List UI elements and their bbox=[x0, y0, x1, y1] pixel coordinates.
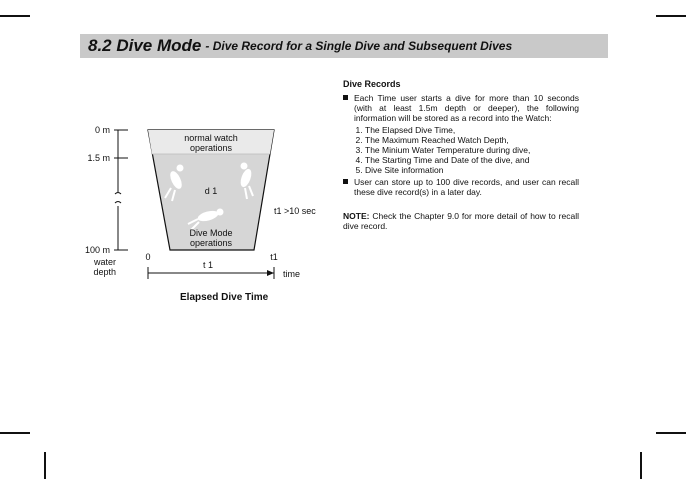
bullet-1-text: Each Time user starts a dive for more than 10 seconds (with at least 1.5m depth or deeper), the following information will be stored as a record into the Watch: bbox=[354, 93, 579, 123]
axis-t1-label: t 1 bbox=[202, 260, 214, 270]
depth-100-label: 100 m bbox=[84, 245, 110, 255]
dive-diagram bbox=[78, 108, 333, 288]
note-paragraph bbox=[343, 211, 579, 231]
crop-mark-top-left bbox=[0, 15, 30, 17]
t1-condition-label: t1 >10 sec bbox=[274, 206, 316, 216]
list-item: 3. The Minium Water Temperature during dive, bbox=[365, 145, 579, 155]
bullet-1 bbox=[343, 93, 579, 123]
record-fields-list bbox=[343, 125, 579, 175]
list-item: 5. Dive Site information bbox=[365, 165, 579, 175]
section-title: 8.2 Dive Mode bbox=[88, 36, 202, 55]
note-label: NOTE: bbox=[343, 211, 370, 221]
section-subtitle: - Dive Record for a Single Dive and Subsequent Dives bbox=[205, 39, 513, 53]
list-item: 2. The Maximum Reached Watch Depth, bbox=[365, 135, 579, 145]
bullet-square-icon bbox=[343, 95, 348, 100]
dive-records-title: Dive Records bbox=[343, 79, 401, 89]
normal-watch-line1: normal watch bbox=[184, 133, 238, 143]
time-arrow-icon bbox=[267, 270, 274, 276]
scale-break-icon bbox=[115, 193, 121, 204]
axis-zero-label: 0 bbox=[145, 252, 151, 262]
crop-mark-vertical-right bbox=[640, 452, 642, 479]
list-item: 1. The Elapsed Dive Time, bbox=[365, 125, 579, 135]
dive-mode-line2: operations bbox=[189, 238, 233, 248]
depth-label: depth bbox=[93, 267, 116, 277]
time-label: time bbox=[283, 269, 301, 279]
crop-mark-vertical-left bbox=[44, 452, 46, 479]
dive-records-section bbox=[343, 79, 579, 231]
crop-mark-bottom-right bbox=[656, 432, 686, 434]
depth-1-5-label: 1.5 m bbox=[87, 153, 110, 163]
d1-label: d 1 bbox=[204, 186, 218, 196]
crop-mark-bottom-left bbox=[0, 432, 30, 434]
axis-t1-end-label: t1 bbox=[270, 252, 278, 262]
normal-watch-line2: operations bbox=[189, 143, 233, 153]
water-label: water bbox=[93, 257, 116, 267]
bullet-2-text: User can store up to 100 dive records, and user can recall these dive record(s) in a later day. bbox=[354, 177, 579, 197]
dive-mode-line1: Dive Mode bbox=[189, 228, 233, 238]
bullet-2 bbox=[343, 177, 579, 197]
bullet-square-icon bbox=[343, 179, 348, 184]
note-text: Check the Chapter 9.0 for more detail of how to recall dive record. bbox=[343, 211, 579, 231]
depth-0-label: 0 m bbox=[94, 125, 110, 135]
section-header bbox=[80, 34, 608, 58]
diagram-caption: Elapsed Dive Time bbox=[180, 292, 269, 303]
crop-mark-top-right bbox=[656, 15, 686, 17]
list-item: 4. The Starting Time and Date of the dive, and bbox=[365, 155, 579, 165]
